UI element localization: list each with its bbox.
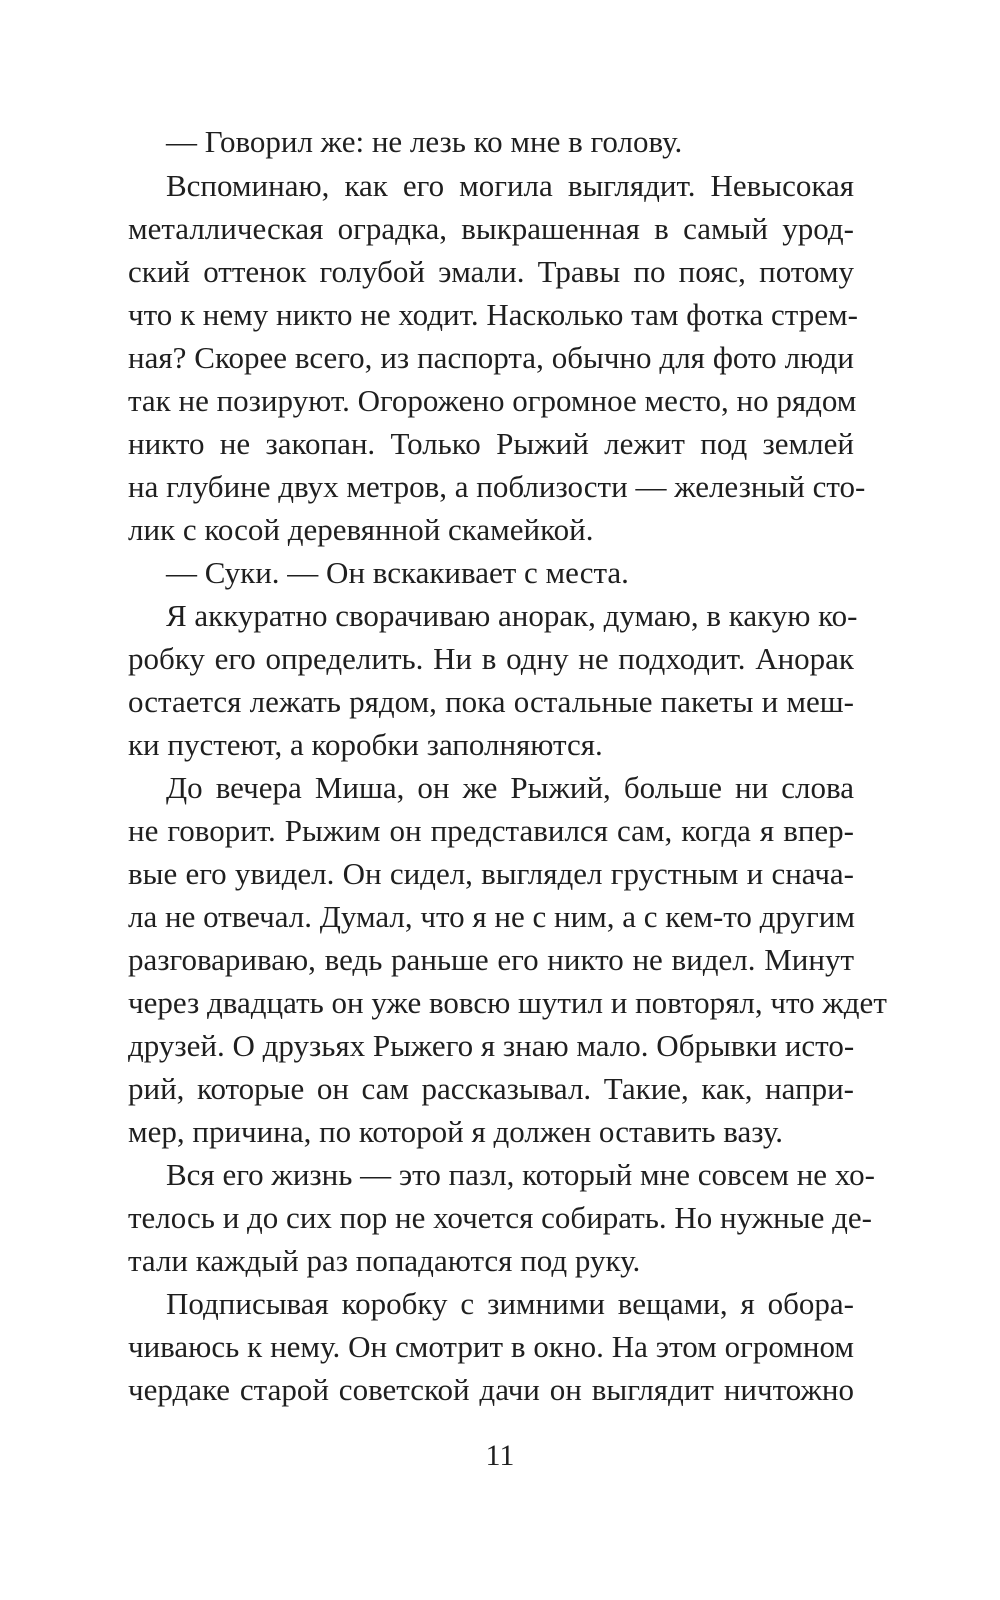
text-line: чердаке старой советской дачи он выглядит ничтожно [128,1372,854,1407]
text-line: так не позируют. Огорожено огромное место, но рядом [128,383,857,418]
text-line: ная? Скорее всего, из паспорта, обычно для фото люди [128,340,854,375]
text-line: ла не отвечал. Думал, что я не с ним, а с кем-то другим [128,899,855,934]
text-line: что к нему никто не ходит. Насколько там фотка стрем- [128,297,858,332]
text-line: ки пустеют, а коробки заполняются. [128,727,603,762]
text-line: лик с косой деревянной скамейкой. [128,512,594,547]
text-line: мер, причина, по которой я должен оставить вазу. [128,1114,784,1149]
page-number: 11 [485,1439,515,1472]
text-line: — Суки. — Он вскакивает с места. [166,555,629,590]
text-line: До вечера Миша, он же Рыжий, больше ни слова [166,770,854,805]
text-line: на глубине двух метров, а поблизости — железный сто- [128,469,866,504]
text-line: металлическая оградка, выкрашенная в самый урод- [128,211,854,246]
text-line: разговариваю, ведь раньше его никто не видел. Минут [128,942,854,977]
text-line: не говорит. Рыжим он представился сам, когда я впер- [128,813,854,848]
text-line: — Говорил же: не лезь ко мне в голову. [166,124,683,159]
text-line: через двадцать он уже вовсю шутил и повторял, что ждет [128,985,887,1020]
text-line: никто не закопан. Только Рыжий лежит под землей [128,426,854,461]
text-line: остается лежать рядом, пока остальные пакеты и меш- [128,684,854,719]
text-line: телось и до сих пор не хочется собирать. Но нужные де- [128,1200,872,1235]
text-line: ский оттенок голубой эмали. Травы по пояс, потому [128,254,854,289]
text-line: вые его увидел. Он сидел, выглядел грустным и снача- [128,856,854,891]
text-line: чиваюсь к нему. Он смотрит в окно. На этом огромном [128,1329,854,1364]
text-line: Я аккуратно сворачиваю анорак, думаю, в какую ко- [166,598,858,633]
text-line: Вся его жизнь — это пазл, который мне совсем не хо- [166,1157,875,1192]
text-line: Подписывая коробку с зимними вещами, я обора- [166,1286,854,1321]
text-line: друзей. О друзьях Рыжего я знаю мало. Обрывки исто- [128,1028,855,1063]
text-line: рий, которые он сам рассказывал. Такие, как, напри- [128,1071,854,1106]
text-line: робку его определить. Ни в одну не подходит. Анорак [128,641,854,676]
text-line: тали каждый раз попадаются под руку. [128,1243,641,1278]
text-line: Вспоминаю, как его могила выглядит. Невысокая [166,168,854,203]
